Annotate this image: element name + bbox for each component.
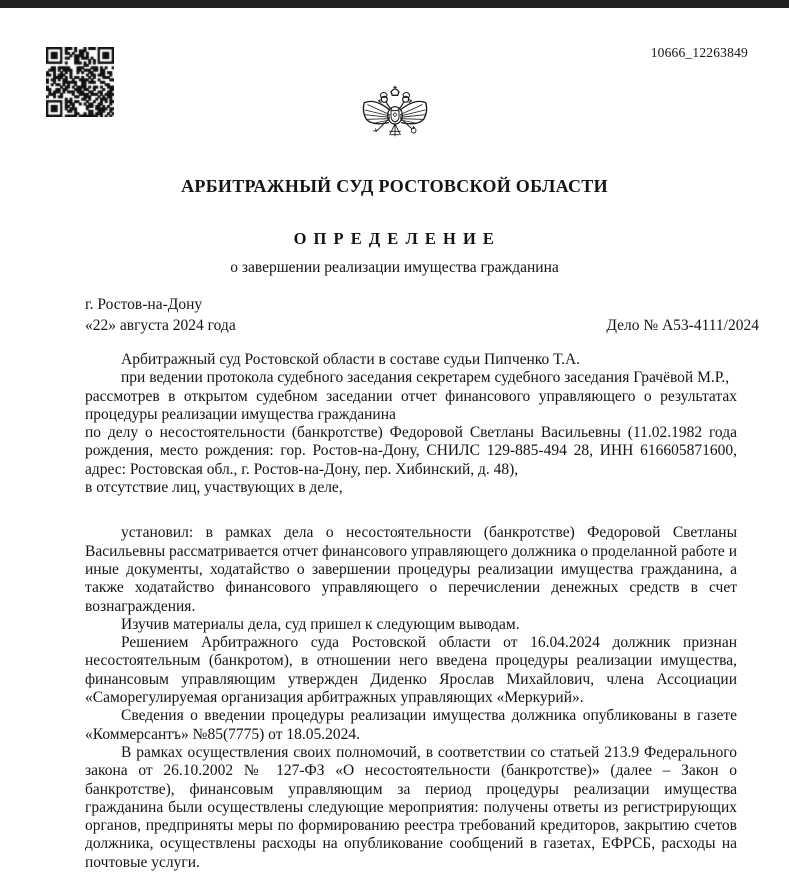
russian-coat-of-arms-icon xyxy=(355,84,435,152)
paragraph: по делу о несостоятельности (банкротстве) Федоровой Светланы Васильевны (11.02.1982 года рождения, место рождения: гор. Ростов-на-Дону, СНИЛС 129-885-494 28, ИНН 616605871600, адрес: Ростовская обл., г. Ростов-на-Дону, пер. Хибинский, д. 48), xyxy=(85,424,737,478)
document-number: 10666_12263849 xyxy=(650,45,748,60)
date-case-row xyxy=(85,317,759,335)
qr-code-icon xyxy=(46,47,114,117)
document-subtitle: о завершении реализации имущества гражданина xyxy=(230,259,559,276)
document-title: О П Р Е Д Е Л Е Н И Е xyxy=(293,229,496,248)
paragraph: в отсутствие лиц, участвующих в деле, xyxy=(85,479,343,497)
paragraph: В рамках осуществления своих полномочий, в соответствии со статьей 213.9 Федерального закона от 26.10.2002 № 127-ФЗ «О несостоятельности (банкротстве)» (далее – Закон о банкротстве), финансовым управляющим за период процедуры реализации имущества гражданина были осуществлены следующие мероприятия: получены ответы из регистрирующих органов, предприняты меры по формированию реестра требований кредиторов, закрытию счетов должника, осуществлены расходы на опубликование сообщений в газетах, ЕФРСБ, расходы на почтовые услуги. xyxy=(85,743,737,871)
paragraph: рассмотрев в открытом судебном заседании отчет финансового управляющего о результатах процедуры реализации имущества гражданина xyxy=(85,387,737,423)
court-name: АРБИТРАЖНЫЙ СУД РОСТОВСКОЙ ОБЛАСТИ xyxy=(181,176,608,196)
paragraph: установил: в рамках дела о несостоятельности (банкротстве) Федоровой Светланы Васильевны рассматривается отчет финансового управляющего должника о проделанной работе и иные документы, ходатайство о завершении процедуры реализации имущества гражданина, а также ходатайство финансового управляющего о перечислении денежных средств в счет вознаграждения. xyxy=(85,524,737,615)
date-line: «22» августа 2024 года xyxy=(85,317,236,334)
document-body xyxy=(85,351,737,872)
paragraph: при ведении протокола судебного заседания секретарем судебного заседания Грачёвой М.Р., xyxy=(121,369,730,387)
city-line: г. Ростов-на-Дону xyxy=(85,296,203,313)
paragraph: Сведения о введении процедуры реализации имущества должника опубликованы в газете «Коммерсантъ» №85(7775) от 18.05.2024. xyxy=(85,707,737,743)
case-number: Дело № А53-4111/2024 xyxy=(606,317,759,334)
paragraph: Решением Арбитражного суда Ростовской области от 16.04.2024 должник признан несостоятельным (банкротом), в отношении него введена процедуры реализации имущества, финансовым управляющим утвержден Диденко Ярослав Михайлович, члена Ассоциации «Саморегулируемая организация арбитражных управляющих «Меркурий». xyxy=(85,634,737,707)
paragraph: Арбитражный суд Ростовской области в составе судьи Пипченко Т.А. xyxy=(121,351,581,368)
top-border-bar xyxy=(0,0,789,8)
paragraph: Изучив материалы дела, суд пришел к следующим выводам. xyxy=(121,615,520,633)
